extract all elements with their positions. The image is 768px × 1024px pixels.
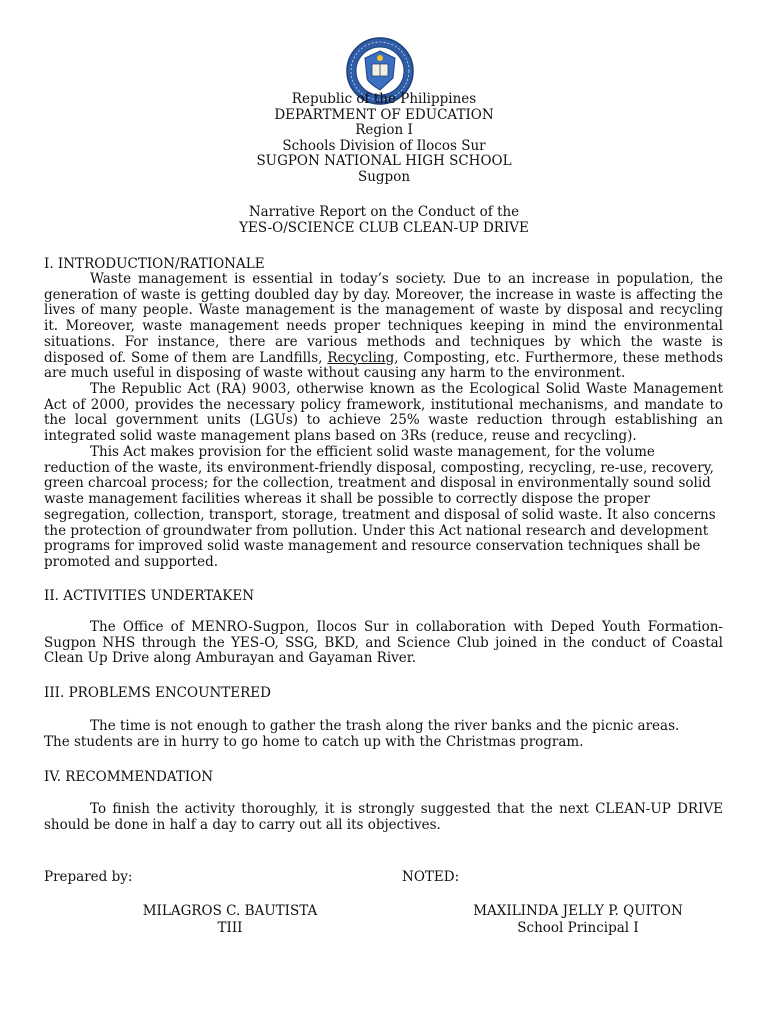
- noter-name: MAXILINDA JELLY P. QUITON: [473, 903, 683, 919]
- problems-paragraph: [44, 719, 723, 750]
- letterhead-line: Region I: [355, 122, 413, 139]
- letterhead-line: Sugpon: [357, 168, 411, 185]
- section-heading-recommendation: IV. RECOMMENDATION: [44, 769, 214, 785]
- text-line: situations. For instance, there are various methods and techniques by which the waste is: [44, 334, 723, 350]
- text-line: To finish the activity thoroughly, it is strongly suggested that the next CLEAN-UP DRIVE: [90, 802, 723, 817]
- prepared-by-label: Prepared by:: [44, 869, 133, 885]
- letterhead-line: Republic of the Philippines: [291, 91, 477, 107]
- intro-paragraph-3: [44, 445, 723, 571]
- text-line: reduction of the waste, its environment-friendly disposal, composting, recycling, re-use, recovery,: [44, 460, 714, 476]
- report-title: [0, 204, 768, 236]
- text-line: Waste management is essential in today’s society. Due to an increase in population, the: [90, 272, 723, 287]
- letterhead-line: DEPARTMENT OF EDUCATION: [274, 106, 494, 123]
- text-line: green charcoal process; for the collection, treatment and disposal in environmentally sound solid: [44, 476, 711, 492]
- text-line: should be done in half a day to carry out all its objectives.: [44, 817, 441, 833]
- intro-paragraph-2: [44, 382, 723, 445]
- text-line: The students are in hurry to go home to catch up with the Christmas program.: [44, 734, 584, 750]
- report-title-line: YES-O/SCIENCE CLUB CLEAN-UP DRIVE: [239, 220, 529, 236]
- text-line: promoted and supported.: [44, 554, 219, 570]
- recycling-link[interactable]: Recycling: [327, 350, 395, 366]
- noted-label: NOTED:: [402, 869, 460, 885]
- intro-paragraph-1: [44, 272, 723, 382]
- text-line: it. Moreover, waste management needs proper techniques keeping in mind the environmental: [44, 319, 723, 335]
- text-line: [44, 351, 723, 367]
- letterhead-line: Schools Division of Ilocos Sur: [282, 137, 486, 154]
- text-line: Clean Up Drive along Amburayan and Gayaman River.: [44, 651, 417, 667]
- text-line: Act of 2000, provides the necessary policy framework, institutional mechanisms, and mandate to: [44, 397, 723, 413]
- letterhead-line: SUGPON NATIONAL HIGH SCHOOL: [256, 153, 512, 170]
- text-line: are much useful in disposing of waste without causing any harm to the environment.: [44, 366, 626, 382]
- section-heading-activities: II. ACTIVITIES UNDERTAKEN: [44, 588, 255, 604]
- section-heading-problems: III. PROBLEMS ENCOUNTERED: [44, 685, 271, 701]
- text-line: the local government units (LGUs) to achieve 25% waste reduction through establishing an: [44, 413, 723, 429]
- text-line: The Republic Act (RA) 9003, otherwise known as the Ecological Solid Waste Management: [90, 382, 723, 397]
- section-heading-introduction: I. INTRODUCTION/RATIONALE: [44, 256, 265, 272]
- activities-paragraph: [44, 620, 723, 667]
- text-line: waste management facilities whereas it shall be possible to correctly dispose the proper: [44, 492, 651, 508]
- text-line: The Office of MENRO-Sugpon, Ilocos Sur in collaboration with Deped Youth Formation-: [90, 620, 723, 635]
- report-title-line: Narrative Report on the Conduct of the: [248, 204, 520, 220]
- recommendation-paragraph: [44, 802, 723, 833]
- text-line: The time is not enough to gather the trash along the river banks and the picnic areas.: [90, 719, 680, 734]
- text-line: lives of many people. Waste management is the management of waste by disposal and recycling: [44, 303, 723, 319]
- text-line: generation of waste is getting doubled day by day. Moreover, the increase in waste is affecting the: [44, 287, 723, 303]
- text-line: integrated solid waste management plans based on 3Rs (reduce, reuse and recycling).: [44, 429, 637, 445]
- text-fragment: , Composting, etc. Furthermore, these methods: [394, 350, 723, 366]
- text-line: programs for improved solid waste management and resource conservation techniques shall be: [44, 539, 701, 555]
- text-line: segregation, collection, transport, storage, treatment and disposal of solid waste. It also concerns: [44, 507, 716, 523]
- text-line: This Act makes provision for the efficient solid waste management, for the volume: [90, 445, 655, 460]
- noter-title: School Principal I: [517, 920, 639, 936]
- preparer-title: TIII: [217, 920, 243, 936]
- text-line: Sugpon NHS through the YES-O, SSG, BKD, and Science Club joined in the conduct of Coastal: [44, 635, 723, 651]
- text-fragment: disposed of. Some of them are Landfills,: [44, 350, 328, 366]
- preparer-name: MILAGROS C. BAUTISTA: [142, 903, 318, 919]
- letterhead: [0, 92, 768, 186]
- text-line: the protection of groundwater from pollution. Under this Act national research and development: [44, 523, 709, 539]
